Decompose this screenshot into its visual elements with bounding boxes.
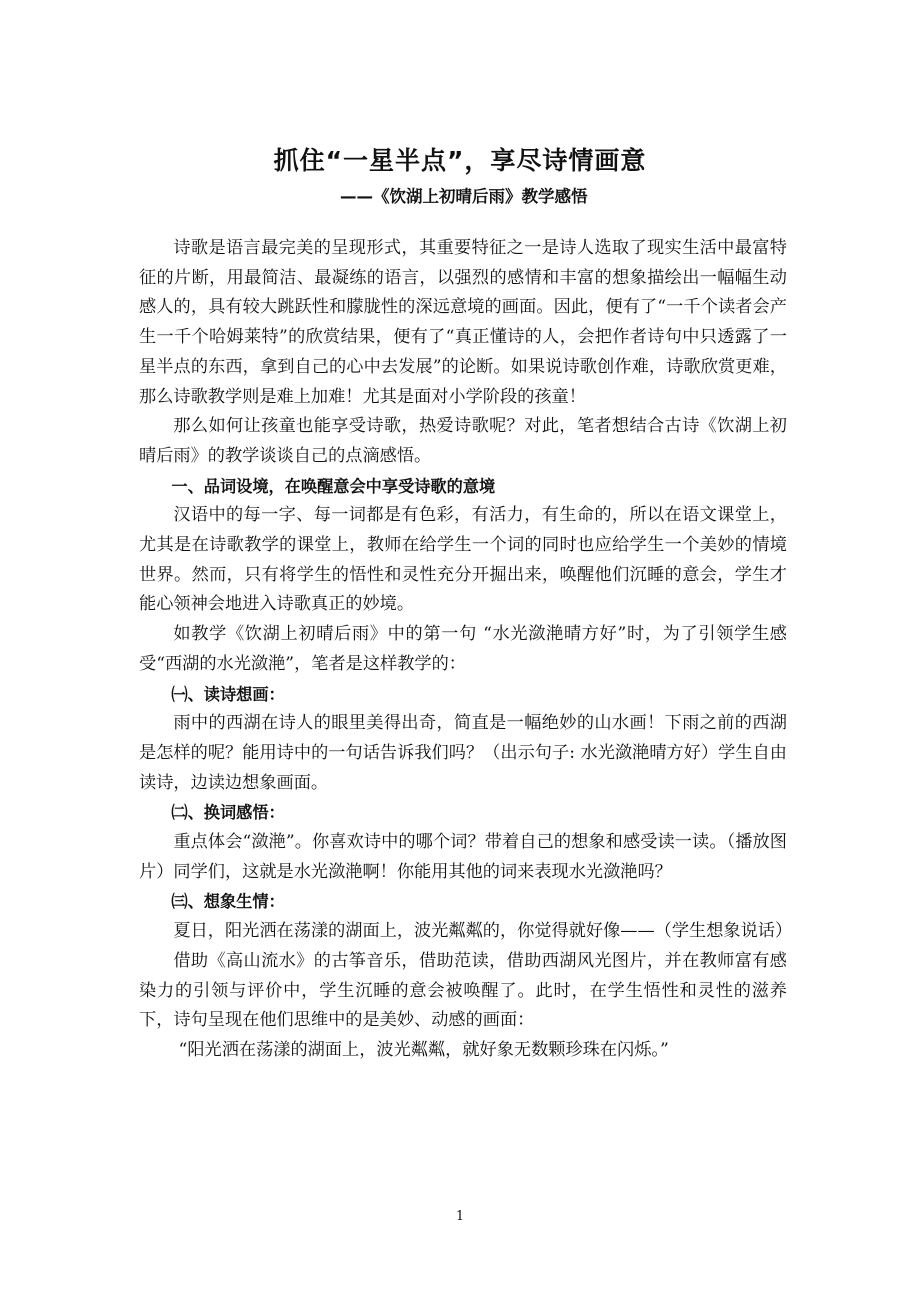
subheading-read-poem: ㈠、读诗想画： bbox=[171, 684, 285, 704]
paragraph-section-1: 汉语中的每一字、每一词都是有色彩，有活力，有生命的，所以在语文课堂上，尤其是在诗歌教学的课堂上，教师在给学生一个词的同时也应给学生一个美妙的情境世界。然而，只有将学生的悟性和灵性充分开掘出来，唤醒他们沉睡的意会，学生才能心领神会地进入诗歌真正的妙境。 bbox=[139, 505, 787, 615]
paragraph-read-poem: 雨中的西湖在诗人的眼里美得出奇，简直是一幅绝妙的山水画！下雨之前的西湖是怎样的呢？能用诗中的一句话告诉我们吗？（出示句子: 水光潋滟晴方好）学生自由读诗，边读边想象画面。 bbox=[139, 713, 787, 793]
paragraph-question: 那么如何让孩童也能享受诗歌，热爱诗歌呢？对此，笔者想结合古诗《饮湖上初晴后雨》的教学谈谈自己的点滴感悟。 bbox=[139, 416, 787, 466]
document-body bbox=[139, 234, 793, 1066]
section-heading-1: 一、品词设境，在唤醒意会中享受诗歌的意境 bbox=[171, 476, 496, 496]
page-number: 1 bbox=[455, 1209, 465, 1224]
paragraph-imagine: 夏日，阳光洒在荡漾的湖面上，波光粼粼的，你觉得就好像——（学生想象说话） bbox=[173, 921, 793, 942]
document-title: 抓住“一星半点”，享尽诗情画意 bbox=[273, 146, 647, 175]
paragraph-intro: 诗歌是语言最完美的呈现形式，其重要特征之一是诗人选取了现实生活中最富特征的片断，用最简洁、最凝练的语言，以强烈的感情和丰富的想象描绘出一幅幅生动感人的，具有较大跳跃性和朦胧性的深远意境的画面。因此，便有了“一千个读者会产生一千个哈姆莱特”的欣赏结果，便有了“真正懂诗的人，会把作者诗句中只透露了一星半点的东西，拿到自己的心中去发展”的论断。如果说诗歌创作难，诗歌欣赏更难，那么诗歌教学则是难上加难！尤其是面对小学阶段的孩童！ bbox=[139, 238, 787, 407]
subheading-change-word: ㈡、换词感悟： bbox=[171, 803, 285, 823]
paragraph-change-word: 重点体会“潋滟”。你喜欢诗中的哪个词？带着自己的想象和感受读一读。（播放图片）同学们，这就是水光潋滟啊！你能用其他的词来表现水光潋滟吗？ bbox=[139, 832, 787, 882]
paragraph-quote: “阳光洒在荡漾的湖面上，波光粼粼，就好象无数颗珍珠在闪烁。” bbox=[178, 1039, 669, 1060]
paragraph-example: 如教学《饮湖上初晴后雨》中的第一句 “水光潋滟晴方好”时，为了引领学生感受“西湖的水光潋滟”，笔者是这样教学的： bbox=[139, 624, 787, 674]
document-subtitle: ——《饮湖上初晴后雨》教学感悟 bbox=[340, 187, 588, 206]
paragraph-music: 借助《高山流水》的古筝音乐，借助范读，借助西湖风光图片，并在教师富有感染力的引领与评价中，学生沉睡的意会被唤醒了。此时，在学生悟性和灵性的滋养下，诗句呈现在他们思维中的是美妙、动感的画面： bbox=[139, 950, 787, 1031]
subheading-imagine: ㈢、想象生情： bbox=[171, 892, 285, 912]
